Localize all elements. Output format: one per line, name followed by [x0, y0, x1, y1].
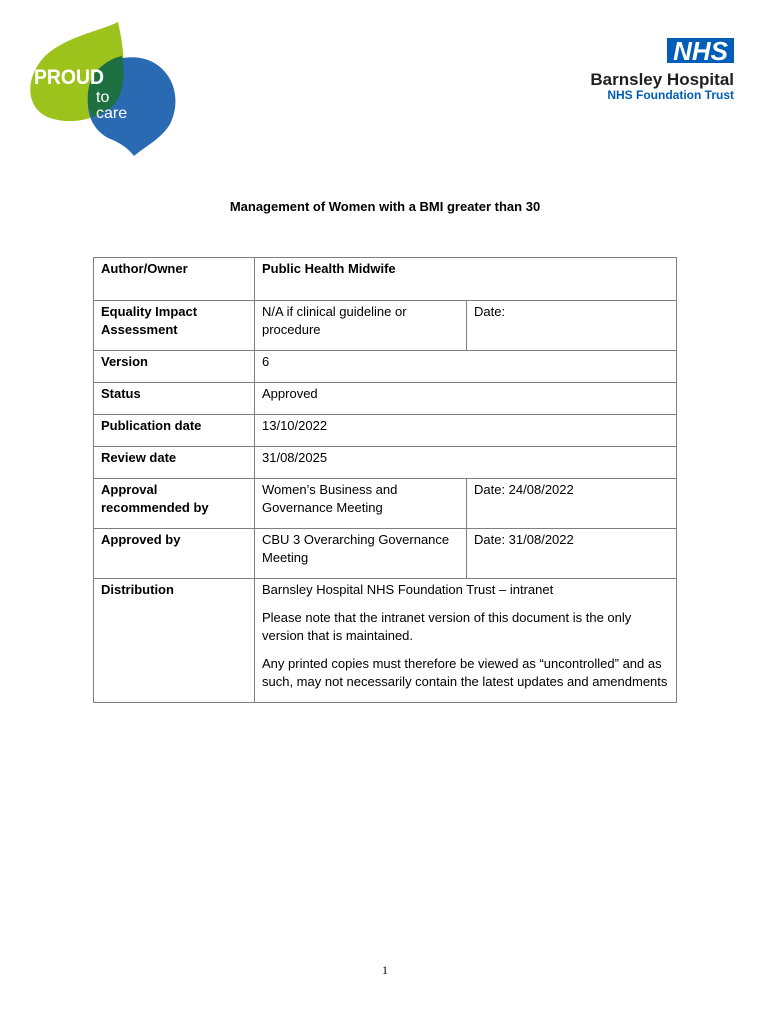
table-row-review [94, 447, 677, 479]
version-label: Version [94, 351, 255, 383]
nhs-trust-logo [584, 38, 734, 101]
approved-by-value: CBU 3 Overarching Governance Meeting [255, 529, 467, 579]
publication-value: 13/10/2022 [255, 415, 677, 447]
equality-date: Date: [467, 301, 677, 351]
table-row-approval-recommended [94, 479, 677, 529]
approved-by-label: Approved by [94, 529, 255, 579]
approval-recommended-value: Women’s Business and Governance Meeting [255, 479, 467, 529]
proud-text: PROUD [34, 66, 104, 89]
distribution-label: Distribution [94, 579, 255, 703]
care-text: care [96, 105, 128, 122]
proud-to-care-logo [28, 18, 180, 162]
table-row-publication [94, 415, 677, 447]
table-row-distribution [94, 579, 677, 703]
author-label: Author/Owner [94, 258, 255, 301]
document-title: Management of Women with a BMI greater than 30 [229, 199, 541, 214]
equality-value: N/A if clinical guideline or procedure [255, 301, 467, 351]
publication-label: Publication date [94, 415, 255, 447]
trust-name: Barnsley Hospital [590, 70, 734, 89]
table-row-version [94, 351, 677, 383]
status-value: Approved [255, 383, 677, 415]
page-number: 1 [382, 963, 388, 977]
distribution-paragraph: Barnsley Hospital NHS Foundation Trust – intranet [262, 582, 554, 597]
document-control-table [93, 257, 677, 703]
approval-recommended-label: Approval recommended by [94, 479, 255, 529]
table-row-approved-by [94, 529, 677, 579]
equality-label: Equality Impact Assessment [94, 301, 255, 351]
version-value: 6 [255, 351, 677, 383]
approved-by-date: Date: 31/08/2022 [467, 529, 677, 579]
table-row-status [94, 383, 677, 415]
review-label: Review date [94, 447, 255, 479]
nhs-badge: NHS [667, 38, 734, 63]
distribution-value [255, 579, 677, 703]
table-row-equality [94, 301, 677, 351]
to-text: to [96, 89, 110, 106]
trust-subtitle: NHS Foundation Trust [607, 88, 734, 102]
review-value: 31/08/2025 [255, 447, 677, 479]
distribution-paragraph: Any printed copies must therefore be viewed as “uncontrolled” and as such, may not necessarily contain the latest updates and amendments [262, 656, 668, 689]
distribution-paragraph: Please note that the intranet version of this document is the only version that is maintained. [262, 610, 632, 643]
approval-recommended-date: Date: 24/08/2022 [467, 479, 677, 529]
table-row-author [94, 258, 677, 301]
author-value: Public Health Midwife [255, 258, 677, 301]
status-label: Status [94, 383, 255, 415]
